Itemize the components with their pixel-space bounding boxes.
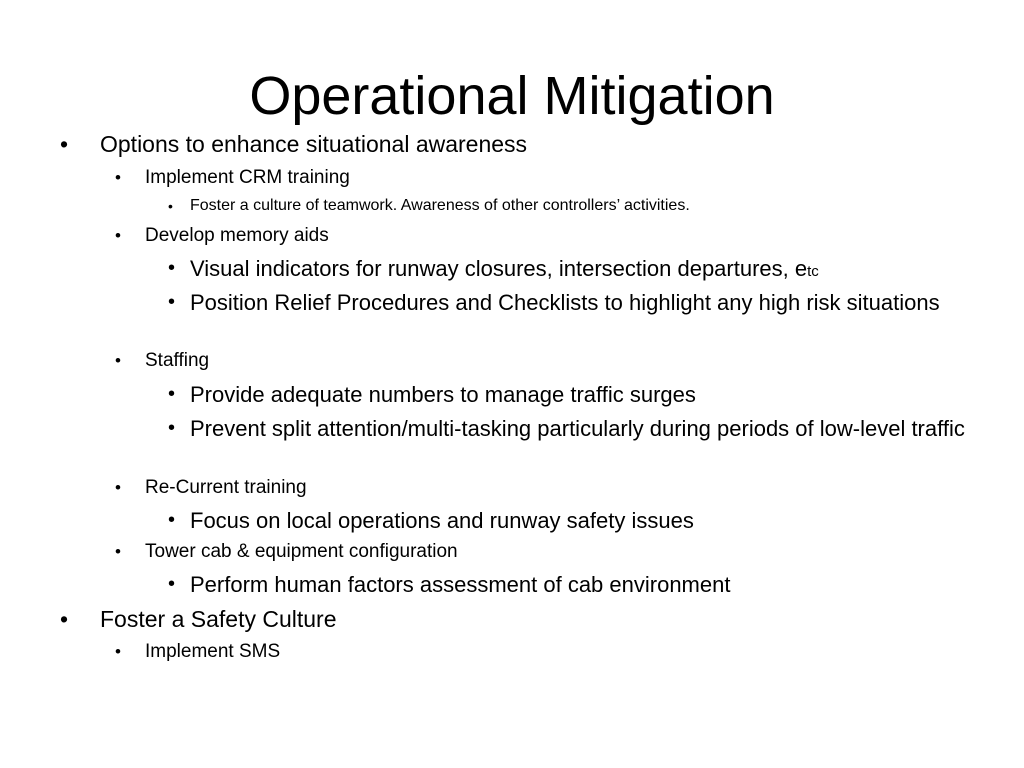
- bullet-text: Develop memory aids: [145, 225, 329, 246]
- bullet-text: Tower cab & equipment configuration: [145, 541, 458, 562]
- bullet-icon: •: [168, 257, 176, 279]
- bullet-icon: •: [168, 383, 176, 405]
- bullet-icon: •: [168, 417, 176, 439]
- bullet-text: Prevent split attention/multi-tasking particularly during periods of low-level traffic: [190, 416, 965, 441]
- bullet-icon: •: [115, 478, 121, 497]
- bullet-icon: •: [115, 542, 121, 561]
- bullet-icon: •: [115, 226, 121, 245]
- bullet-icon: •: [168, 198, 173, 214]
- bullet-text: Focus on local operations and runway safety issues: [190, 508, 694, 533]
- bullet-icon: •: [115, 642, 121, 661]
- bullet-icon: •: [60, 131, 69, 157]
- bullet-text: Foster a Safety Culture: [100, 606, 337, 632]
- bullet-text: Staffing: [145, 350, 210, 371]
- bullet-text-main: Visual indicators for runway closures, intersection departures, e: [190, 256, 808, 281]
- bullet-text: Perform human factors assessment of cab environment: [190, 572, 731, 597]
- bullet-text: Options to enhance situational awareness: [100, 131, 528, 157]
- bullet-text: Provide adequate numbers to manage traffic surges: [190, 382, 696, 407]
- bullet-text: Foster a culture of teamwork. Awareness of other controllers’ activities.: [190, 197, 690, 214]
- bullet-icon: •: [168, 573, 176, 595]
- bullet-icon: •: [168, 509, 176, 531]
- bullet-icon: •: [168, 291, 176, 313]
- bullet-text: [190, 255, 819, 285]
- slide-title: Operational Mitigation: [249, 66, 775, 126]
- bullet-icon: •: [115, 168, 121, 187]
- bullet-icon: •: [60, 606, 69, 632]
- bullet-text: Position Relief Procedures and Checklists to highlight any high risk situations: [190, 290, 940, 315]
- bullet-icon: •: [115, 351, 121, 370]
- bullet-text: Implement CRM training: [145, 167, 350, 188]
- bullet-text: Implement SMS: [145, 641, 281, 662]
- bullet-text: Re-Current training: [145, 477, 307, 498]
- bullet-text-suffix: tc: [807, 263, 819, 280]
